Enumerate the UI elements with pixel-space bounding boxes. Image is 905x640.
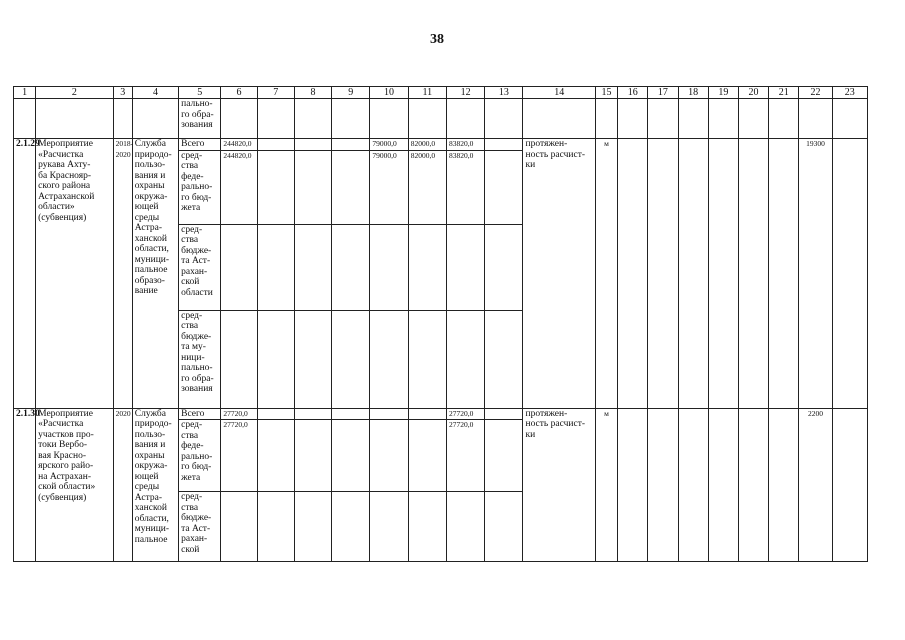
value-cell-12: 27720,0 <box>446 408 484 420</box>
header-cell: 6 <box>221 87 257 99</box>
header-cell: 4 <box>132 87 178 99</box>
empty-cell <box>257 150 294 224</box>
source-cell: сред- ства бюдже- та му- ници- пально- го обра- зования <box>179 310 221 408</box>
empty-cell <box>485 408 523 420</box>
header-row <box>14 87 868 99</box>
empty-cell <box>832 139 867 409</box>
header-cell: 22 <box>799 87 832 99</box>
value-cell-11: 82000,0 <box>408 139 446 151</box>
measure-name: Мероприятие «Расчистка рукава Ахту- ба Краснояр- ского района Астраханской области» (субвенция) <box>36 139 114 409</box>
value-cell-11 <box>408 420 446 492</box>
empty-cell <box>257 224 294 310</box>
empty-cell <box>618 408 648 562</box>
unit-cell: м <box>595 139 617 409</box>
empty-cell <box>332 150 370 224</box>
empty-cell <box>257 420 294 492</box>
source-cell: Всего <box>179 408 221 420</box>
data-table <box>13 86 868 562</box>
measure-years: 2018- 2020 <box>113 139 132 409</box>
header-cell: 19 <box>708 87 738 99</box>
header-cell: 7 <box>257 87 294 99</box>
total-cell <box>221 224 257 310</box>
page-number: 38 <box>430 32 444 47</box>
empty-cell <box>708 408 738 562</box>
empty-cell <box>485 150 523 224</box>
total-cell: 27720,0 <box>221 420 257 492</box>
value-cell-11 <box>408 224 446 310</box>
source-cell: сред- ства бюдже- та Аст- рахан- ской <box>179 492 221 562</box>
empty-cell <box>678 408 708 562</box>
header-cell: 3 <box>113 87 132 99</box>
value-cell-12: 83820,0 <box>446 139 484 151</box>
measure-code: 2.1.30 <box>14 408 36 562</box>
value-cell-10: 79000,0 <box>370 150 408 224</box>
header-cell: 14 <box>523 87 596 99</box>
header-cell: 2 <box>36 87 114 99</box>
empty-cell <box>332 139 370 151</box>
source-cell: сред- ства феде- рально- го бюд- жета <box>179 150 221 224</box>
header-cell: 1 <box>14 87 36 99</box>
value-cell-10 <box>370 492 408 562</box>
total-cell: 27720,0 <box>221 408 257 420</box>
empty-cell <box>257 310 294 408</box>
target-value-cell: 2200 <box>799 408 832 562</box>
header-cell: 5 <box>179 87 221 99</box>
header-cell: 13 <box>485 87 523 99</box>
source-cell: Всего <box>179 139 221 151</box>
empty-cell <box>485 492 523 562</box>
value-cell-10: 79000,0 <box>370 139 408 151</box>
header-cell: 18 <box>678 87 708 99</box>
total-cell: 244820,0 <box>221 150 257 224</box>
value-cell-11 <box>408 408 446 420</box>
empty-cell <box>294 492 331 562</box>
value-cell-11 <box>408 492 446 562</box>
empty-cell <box>332 492 370 562</box>
empty-cell <box>332 310 370 408</box>
header-cell: 8 <box>294 87 331 99</box>
indicator-cell: протяжен- ность расчист- ки <box>523 139 596 409</box>
header-cell: 9 <box>332 87 370 99</box>
empty-cell <box>738 408 768 562</box>
source-cell: сред- ства феде- рально- го бюд- жета <box>179 420 221 492</box>
value-cell-12 <box>446 224 484 310</box>
value-cell-10 <box>370 310 408 408</box>
total-cell: 244820,0 <box>221 139 257 151</box>
header-cell: 23 <box>832 87 867 99</box>
value-cell-11: 82000,0 <box>408 150 446 224</box>
empty-cell <box>485 224 523 310</box>
total-cell <box>221 492 257 562</box>
empty-cell <box>294 420 331 492</box>
empty-cell <box>332 408 370 420</box>
measure-executor: Служба природо- пользо- вания и охраны окружа- ющей среды Астра- ханской области, муници- пальное образо- вание <box>132 139 178 409</box>
empty-cell <box>294 150 331 224</box>
header-cell: 16 <box>618 87 648 99</box>
empty-cell <box>257 139 294 151</box>
empty-cell <box>485 310 523 408</box>
table-row <box>14 139 868 151</box>
empty-cell <box>294 224 331 310</box>
table-row <box>14 408 868 420</box>
measure-code: 2.1.29 <box>14 139 36 409</box>
empty-cell <box>618 139 648 409</box>
header-cell: 20 <box>738 87 768 99</box>
empty-cell <box>769 408 799 562</box>
empty-cell <box>257 408 294 420</box>
value-cell-10 <box>370 420 408 492</box>
source-cell: пально- го обра- зования <box>179 99 221 139</box>
measure-executor: Служба природо- пользо- вания и охраны окружа- ющей среды Астра- ханской области, муници- пальное <box>132 408 178 562</box>
value-cell-12: 27720,0 <box>446 420 484 492</box>
value-cell-10 <box>370 224 408 310</box>
continuation-row <box>14 99 868 139</box>
empty-cell <box>485 420 523 492</box>
indicator-cell: протяжен- ность расчист- ки <box>523 408 596 562</box>
total-cell <box>221 310 257 408</box>
empty-cell <box>332 420 370 492</box>
target-value-cell: 19300 <box>799 139 832 409</box>
header-cell: 15 <box>595 87 617 99</box>
empty-cell <box>832 408 867 562</box>
unit-cell: м <box>595 408 617 562</box>
value-cell-12 <box>446 310 484 408</box>
measure-years: 2020 <box>113 408 132 562</box>
empty-cell <box>485 139 523 151</box>
header-cell: 21 <box>769 87 799 99</box>
empty-cell <box>648 408 678 562</box>
value-cell-12: 83820,0 <box>446 150 484 224</box>
empty-cell <box>708 139 738 409</box>
value-cell-11 <box>408 310 446 408</box>
header-cell: 17 <box>648 87 678 99</box>
empty-cell <box>294 139 331 151</box>
empty-cell <box>648 139 678 409</box>
empty-cell <box>257 492 294 562</box>
header-cell: 12 <box>446 87 484 99</box>
value-cell-12 <box>446 492 484 562</box>
header-cell: 11 <box>408 87 446 99</box>
source-cell: сред- ства бюдже- та Аст- рахан- ской области <box>179 224 221 310</box>
empty-cell <box>678 139 708 409</box>
header-cell: 10 <box>370 87 408 99</box>
empty-cell <box>769 139 799 409</box>
empty-cell <box>738 139 768 409</box>
empty-cell <box>294 408 331 420</box>
empty-cell <box>294 310 331 408</box>
value-cell-10 <box>370 408 408 420</box>
empty-cell <box>332 224 370 310</box>
measure-name: Мероприятие «Расчистка участков про- токи Вербо- вая Красно- ярского райо- на Астрахан- ской области» (субвенция) <box>36 408 114 562</box>
